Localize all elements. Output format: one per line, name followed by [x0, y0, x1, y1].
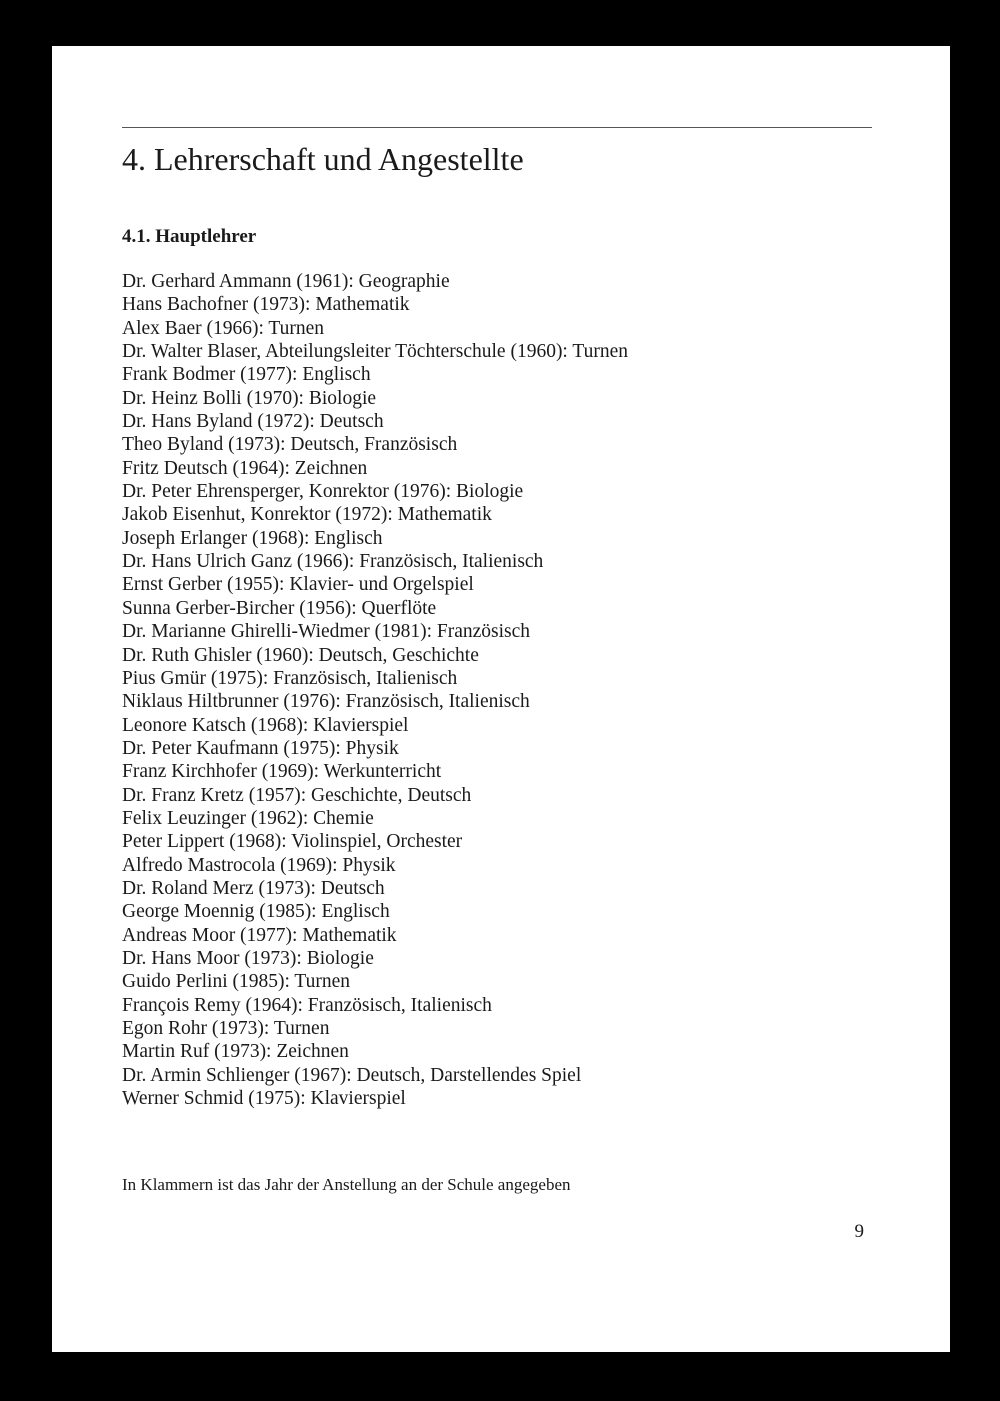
list-item: Alex Baer (1966): Turnen: [122, 317, 325, 339]
list-item: Hans Bachofner (1973): Mathematik: [122, 294, 410, 316]
list-item: Dr. Armin Schlienger (1967): Deutsch, Darstellendes Spiel: [122, 1064, 582, 1086]
list-item: Dr. Hans Moor (1973): Biologie: [122, 947, 374, 969]
chapter-title: 4. Lehrerschaft und Angestellte: [122, 141, 524, 177]
list-item: Frank Bodmer (1977): Englisch: [122, 364, 371, 386]
list-item: Niklaus Hiltbrunner (1976): Französisch, Italienisch: [122, 691, 530, 713]
section-title: 4.1. Hauptlehrer: [122, 226, 257, 247]
list-item: François Remy (1964): Französisch, Italienisch: [122, 994, 492, 1016]
list-item: Leonore Katsch (1968): Klavierspiel: [122, 714, 409, 736]
list-item: Ernst Gerber (1955): Klavier- und Orgelspiel: [122, 574, 474, 596]
list-item: Joseph Erlanger (1968): Englisch: [122, 527, 383, 549]
list-item: Dr. Roland Merz (1973): Deutsch: [122, 877, 385, 899]
list-item: Werner Schmid (1975): Klavierspiel: [122, 1088, 406, 1110]
list-item: Theo Byland (1973): Deutsch, Französisch: [122, 434, 458, 456]
list-item: Guido Perlini (1985): Turnen: [122, 971, 351, 993]
list-item: Alfredo Mastrocola (1969): Physik: [122, 854, 396, 876]
list-item: Dr. Peter Kaufmann (1975): Physik: [122, 737, 399, 759]
list-item: Dr. Ruth Ghisler (1960): Deutsch, Geschichte: [122, 644, 479, 666]
list-item: Pius Gmür (1975): Französisch, Italienisch: [122, 667, 458, 689]
list-item: Martin Ruf (1973): Zeichnen: [122, 1041, 349, 1063]
document-page: [52, 46, 950, 1352]
list-item: Andreas Moor (1977): Mathematik: [122, 924, 397, 946]
list-item: Sunna Gerber-Bircher (1956): Querflöte: [122, 597, 437, 619]
list-item: Dr. Gerhard Ammann (1961): Geographie: [122, 271, 450, 292]
list-item: Dr. Walter Blaser, Abteilungsleiter Töchterschule (1960): Turnen: [122, 341, 629, 363]
list-item: Felix Leuzinger (1962): Chemie: [122, 807, 374, 829]
footnote: In Klammern ist das Jahr der Anstellung an der Schule angegeben: [122, 1175, 571, 1194]
list-item: Fritz Deutsch (1964): Zeichnen: [122, 457, 368, 479]
page-number: 9: [854, 1221, 864, 1242]
list-item: Egon Rohr (1973): Turnen: [122, 1018, 330, 1039]
list-item: Dr. Hans Byland (1972): Deutsch: [122, 411, 384, 433]
list-item: George Moennig (1985): Englisch: [122, 901, 390, 923]
list-item: Peter Lippert (1968): Violinspiel, Orchester: [122, 831, 463, 853]
teacher-list: [122, 270, 628, 1110]
list-item: Dr. Franz Kretz (1957): Geschichte, Deutsch: [122, 784, 472, 806]
list-item: Dr. Peter Ehrensperger, Konrektor (1976): Biologie: [122, 481, 524, 503]
top-rule: [122, 127, 872, 128]
list-item: Dr. Hans Ulrich Ganz (1966): Französisch, Italienisch: [122, 551, 544, 573]
list-item: Dr. Marianne Ghirelli-Wiedmer (1981): Französisch: [122, 621, 531, 643]
list-item: Dr. Heinz Bolli (1970): Biologie: [122, 387, 377, 409]
list-item: Franz Kirchhofer (1969): Werkunterricht: [122, 761, 442, 783]
list-item: Jakob Eisenhut, Konrektor (1972): Mathematik: [122, 504, 492, 526]
